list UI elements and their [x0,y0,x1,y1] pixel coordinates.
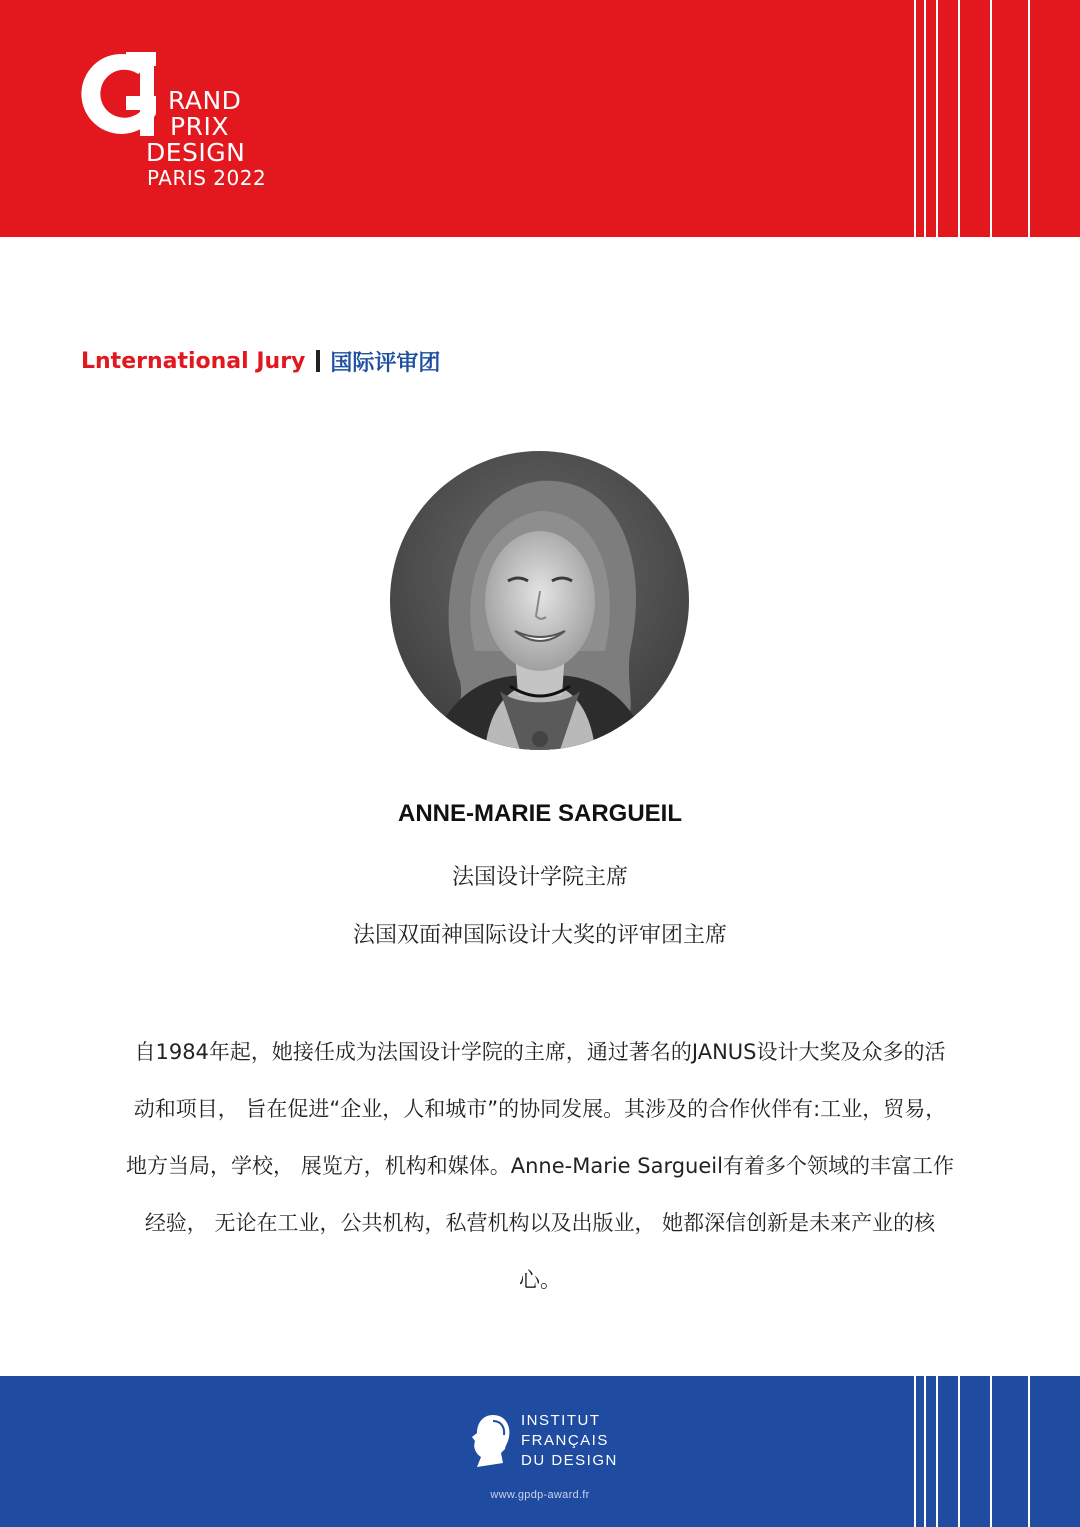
bio-line: 自1984年起，她接任成为法国设计学院的主席，通过著名的JANUS设计大奖及众多的活 [134,1040,946,1064]
header-banner [0,0,1080,237]
section-title-chinese: 国际评审团 [330,350,441,376]
org-line-2: FRANÇAIS [521,1432,609,1449]
grand-prix-design-logo [80,52,280,202]
bio-line: 动和项目， 旨在促进“企业，人和城市”的协同发展。其涉及的合作伙伴有:工业，贸易， [133,1097,947,1121]
logo-text-paris-2022: PARIS 2022 [147,166,267,190]
org-line-1: INSTITUT [521,1412,601,1429]
logo-text-design: DESIGN [146,138,246,167]
title-divider [316,350,320,372]
bio-line: 地方当局，学校， 展览方，机构和媒体。Anne-Marie Sargueil有着多个领域的丰富工作 [126,1154,954,1178]
section-title [81,344,440,378]
juror-name: ANNE-MARIE SARGUEIL [397,800,682,827]
profile-head-icon [471,1413,513,1469]
juror-biography [84,1024,996,1309]
bio-line: 经验， 无论在工业，公共机构，私营机构以及出版业， 她都深信创新是未来产业的核 [144,1211,936,1235]
portrait-photo [390,451,689,750]
logo-text-prix: PRIX [170,112,229,141]
footer-banner [0,1376,1080,1527]
org-line-3: DU DESIGN [521,1452,618,1469]
juror-role-2: 法国双面神国际设计大奖的评审团主席 [352,923,727,948]
bio-line: 心。 [519,1268,561,1292]
website-url[interactable]: www.gpdp-award.fr [490,1489,590,1501]
section-title-english: Lnternational Jury [81,348,306,374]
juror-role-1: 法国设计学院主席 [451,865,628,890]
grand-g-logo-icon [80,52,170,142]
institut-francais-du-design-wordmark [521,1411,618,1471]
logo-text-rand: RAND [168,86,242,115]
